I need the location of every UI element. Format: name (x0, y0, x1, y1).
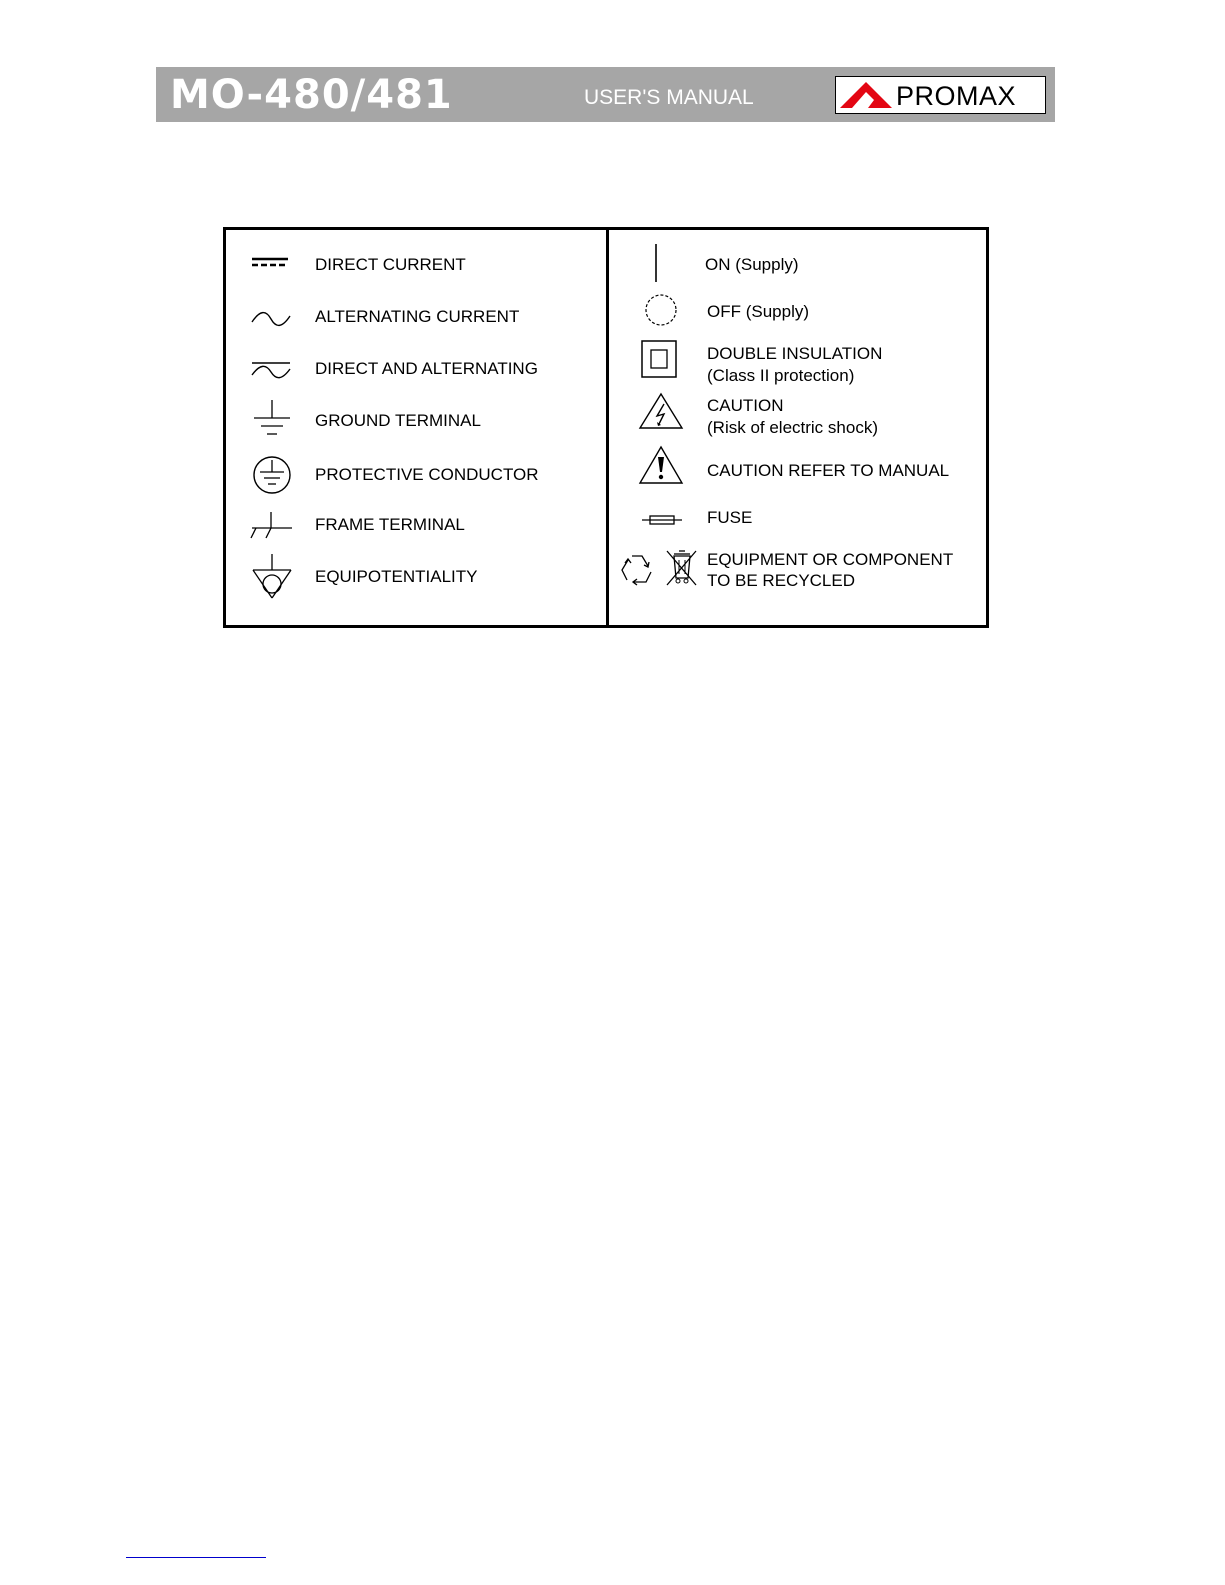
page-header (156, 67, 1055, 122)
equipotentiality-label: EQUIPOTENTIALITY (315, 567, 478, 586)
double-insulation-sublabel: (Class II protection) (707, 366, 855, 385)
electric-shock-warning-icon (638, 392, 684, 430)
frame-terminal-icon (248, 510, 294, 540)
off-supply-icon (642, 292, 680, 328)
direct-and-alternating-label: DIRECT AND ALTERNATING (315, 359, 538, 378)
double-insulation-icon (640, 339, 680, 381)
ground-terminal-label: GROUND TERMINAL (315, 411, 481, 430)
column-divider (606, 230, 609, 625)
alternating-current-icon (250, 310, 292, 328)
equipotentiality-icon (250, 552, 294, 602)
model-title: MO-480/481 (170, 72, 453, 118)
direct-current-label: DIRECT CURRENT (315, 255, 466, 274)
recycle-icon (618, 550, 658, 588)
direct-and-alternating-icon (250, 360, 292, 382)
on-supply-label: ON (Supply) (705, 255, 799, 274)
ground-terminal-icon (252, 398, 292, 440)
frame-terminal-label: FRAME TERMINAL (315, 515, 465, 534)
recycle-sublabel: TO BE RECYCLED (707, 571, 856, 590)
fuse-icon (640, 513, 684, 527)
double-insulation-label: DOUBLE INSULATION (707, 344, 883, 363)
on-supply-icon (646, 242, 666, 284)
alternating-current-label: ALTERNATING CURRENT (315, 307, 520, 326)
recycle-label: EQUIPMENT OR COMPONENT (707, 550, 954, 569)
fuse-label: FUSE (707, 508, 753, 527)
protective-conductor-icon (251, 454, 293, 496)
direct-current-icon (250, 256, 290, 268)
safety-symbols-table (223, 227, 989, 628)
brand-name: PROMAX (896, 81, 1017, 111)
footer-rule (126, 1557, 266, 1558)
manual-title: USER'S MANUAL (584, 86, 754, 109)
promax-logo (835, 76, 1046, 114)
caution-manual-icon (638, 445, 684, 485)
protective-conductor-label: PROTECTIVE CONDUCTOR (315, 465, 539, 484)
caution-shock-label: CAUTION (707, 396, 784, 415)
off-supply-label: OFF (Supply) (707, 302, 810, 321)
caution-shock-sublabel: (Risk of electric shock) (707, 418, 878, 437)
crossed-bin-icon (664, 548, 698, 588)
promax-triangle-icon (838, 80, 894, 110)
caution-manual-label: CAUTION REFER TO MANUAL (707, 461, 950, 480)
